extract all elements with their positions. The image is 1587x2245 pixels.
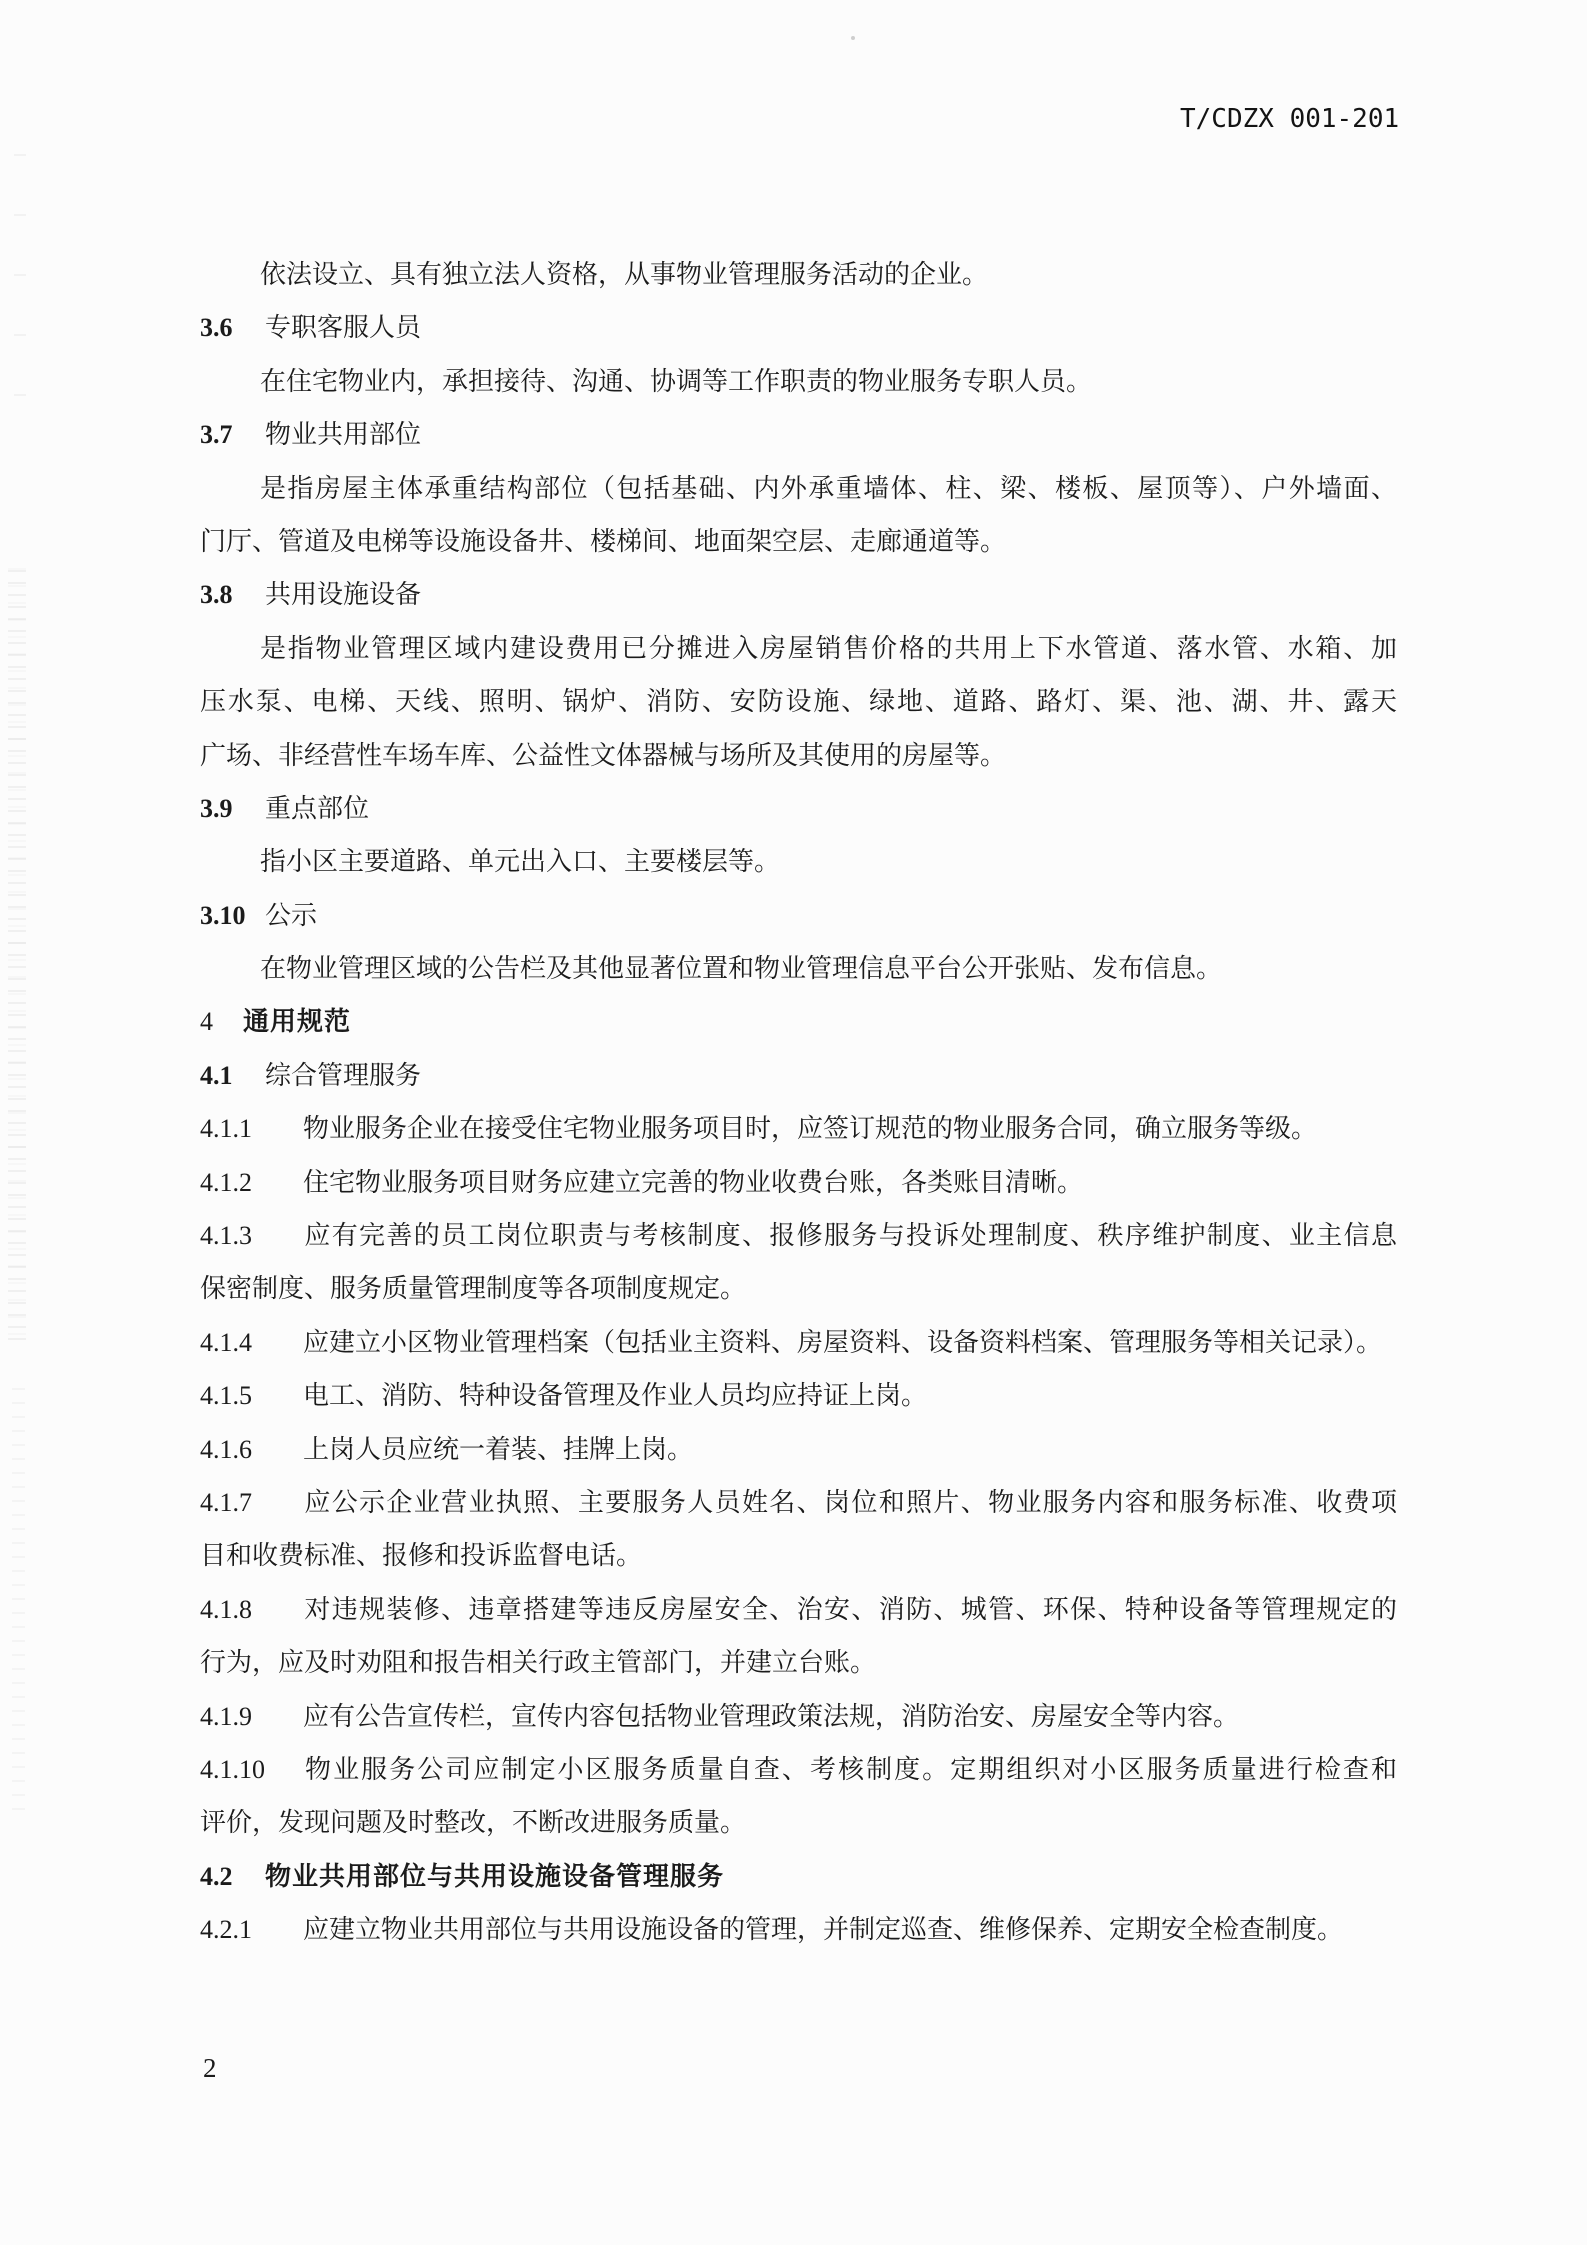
clause-number: 4.2.1 [200,1915,252,1945]
doc-line [200,1209,1397,1262]
line-text: 综合管理服务 [265,1060,422,1090]
line-text: 应有公告宣传栏，宣传内容包括物业管理政策法规，消防治安、房屋安全等内容。 [303,1701,1240,1731]
doc-line [200,1903,1397,1956]
doc-line [200,782,1397,835]
doc-line [200,1049,1397,1102]
line-text: 物业服务企业在接受住宅物业服务项目时，应签订规范的物业服务合同，确立服务等级。 [303,1114,1318,1144]
standard-code-header: T/CDZX 001-201 [1180,104,1400,134]
line-text: 专职客服人员 [265,313,422,343]
line-text: 是指房屋主体承重结构部位（包括基础、内外承重墙体、柱、梁、楼板、屋顶等）、户外墙面、 [260,473,1397,503]
line-text: 是指物业管理区域内建设费用已分摊进入房屋销售价格的共用上下水管道、落水管、水箱、加 [260,633,1397,663]
clause-number: 3.6 [200,313,233,343]
doc-line [200,1369,1397,1422]
doc-line [200,622,1397,675]
doc-line [200,675,1397,728]
doc-line [200,1529,1397,1582]
line-text: 依法设立、具有独立法人资格，从事物业管理服务活动的企业。 [260,260,989,289]
line-text: 行为，应及时劝阻和报告相关行政主管部门，并建立台账。 [200,1648,877,1678]
line-text: 物业共用部位 [265,420,422,450]
doc-line [200,355,1397,408]
clause-number: 4.1.7 [200,1487,252,1517]
line-text: 在物业管理区域的公告栏及其他显著位置和物业管理信息平台公开张贴、发布信息。 [260,954,1223,984]
line-text: 门厅、管道及电梯等设施设备井、楼梯间、地面架空层、走廊通道等。 [200,526,1007,556]
doc-line [200,889,1397,942]
scan-artifact [14,96,26,396]
doc-line [200,1690,1397,1743]
doc-line [200,515,1397,568]
line-text: 共用设施设备 [265,580,422,610]
clause-number: 3.9 [200,793,233,823]
doc-line [200,568,1397,621]
line-text: 物业服务公司应制定小区服务质量自查、考核制度。定期组织对小区服务质量进行检查和 [303,1754,1397,1784]
doc-line [200,462,1397,515]
clause-number: 4 [200,1007,213,1037]
line-text: 应建立物业共用部位与共用设施设备的管理，并制定巡查、维修保养、定期安全检查制度。 [303,1915,1344,1945]
doc-line [200,248,1397,301]
line-text: 重点部位 [265,793,370,823]
scan-artifact [12,1380,25,1810]
clause-number: 4.1.8 [200,1594,252,1624]
doc-line [200,1102,1397,1155]
line-text: 公示 [265,900,318,930]
clause-number: 4.2 [200,1861,233,1891]
doc-line [200,1476,1397,1529]
page-number: 2 [203,2053,217,2083]
doc-line [200,1796,1397,1849]
doc-line [200,729,1397,782]
clause-number: 4.1 [200,1060,233,1090]
clause-number: 4.1.5 [200,1381,252,1411]
line-text: 目和收费标准、报修和投诉监督电话。 [200,1541,643,1571]
doc-line [200,995,1397,1048]
scan-artifact [8,560,26,1340]
line-text: 电工、消防、特种设备管理及作业人员均应持证上岗。 [303,1381,928,1411]
line-text: 上岗人员应统一着装、挂牌上岗。 [303,1434,694,1464]
line-text: 广场、非经营性车场车库、公益性文体器械与场所及其使用的房屋等。 [200,740,1007,770]
clause-number: 3.8 [200,580,233,610]
clause-number: 3.10 [200,900,246,930]
doc-line [200,301,1397,354]
doc-line [200,1316,1397,1369]
clause-number: 4.1.3 [200,1221,252,1251]
line-text: 住宅物业服务项目财务应建立完善的物业收费台账，各类账目清晰。 [303,1167,1084,1197]
document-content [200,248,1397,1957]
line-text: 在住宅物业内，承担接待、沟通、协调等工作职责的物业服务专职人员。 [260,366,1093,396]
line-text: 评价，发现问题及时整改，不断改进服务质量。 [200,1808,747,1838]
line-text: 压水泵、电梯、天线、照明、锅炉、消防、安防设施、绿地、道路、路灯、渠、池、湖、井、露天 [200,687,1397,717]
doc-line [200,1636,1397,1689]
clause-number: 4.1.1 [200,1114,252,1144]
doc-line [200,408,1397,461]
doc-line [200,1743,1397,1796]
line-text: 对违规装修、违章搭建等违反房屋安全、治安、消防、城管、环保、特种设备等管理规定的 [303,1594,1397,1624]
line-text: 应建立小区物业管理档案（包括业主资料、房屋资料、设备资料档案、管理服务等相关记录）。 [303,1327,1383,1357]
line-text: 指小区主要道路、单元出入口、主要楼层等。 [260,847,781,877]
clause-number: 4.1.6 [200,1434,252,1464]
doc-line [200,1262,1397,1315]
line-text: 应公示企业营业执照、主要服务人员姓名、岗位和照片、物业服务内容和服务标准、收费项 [303,1487,1397,1517]
doc-line [200,1583,1397,1636]
doc-line [200,942,1397,995]
doc-line [200,835,1397,888]
clause-number: 4.1.4 [200,1327,252,1357]
line-text: 物业共用部位与共用设施设备管理服务 [265,1860,725,1891]
line-text: 通用规范 [243,1006,352,1037]
doc-line [200,1423,1397,1476]
clause-number: 3.7 [200,420,233,450]
line-text: 应有完善的员工岗位职责与考核制度、报修服务与投诉处理制度、秩序维护制度、业主信息 [303,1221,1397,1251]
clause-number: 4.1.2 [200,1167,252,1197]
doc-line [200,1850,1397,1903]
clause-number: 4.1.9 [200,1701,252,1731]
line-text: 保密制度、服务质量管理制度等各项制度规定。 [200,1274,747,1304]
doc-line [200,1156,1397,1209]
scan-artifact [851,36,855,40]
clause-number: 4.1.10 [200,1754,265,1784]
